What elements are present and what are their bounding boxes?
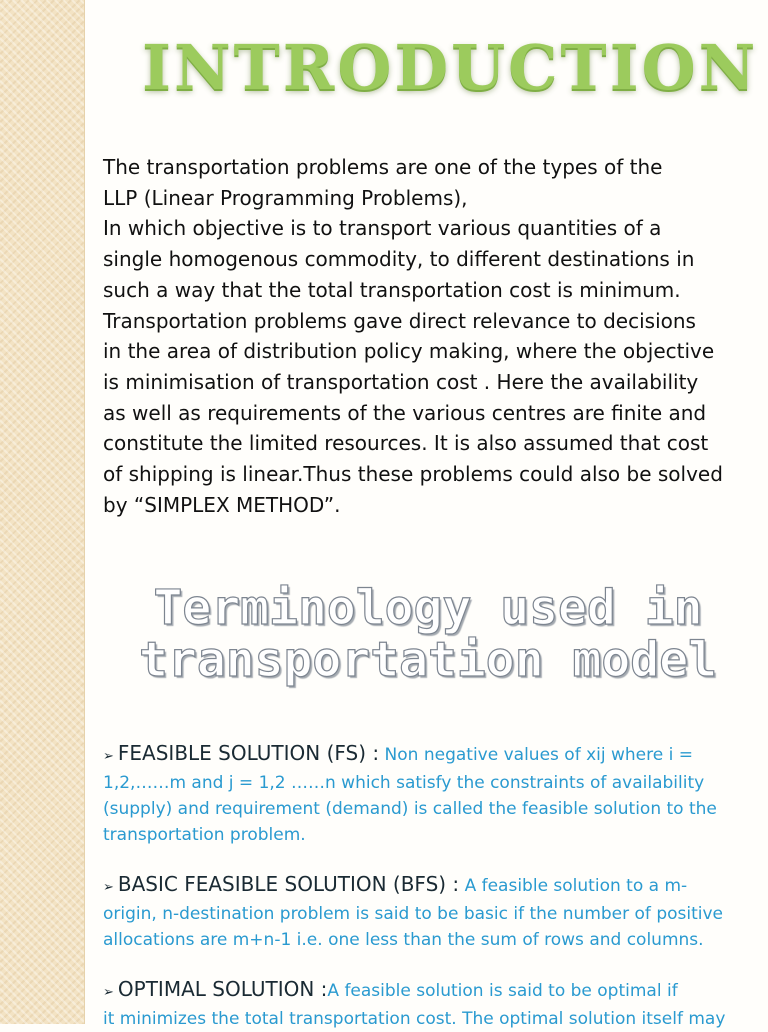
definition-line: (supply) and requirement (demand) is called the feasible solution to the <box>103 799 717 819</box>
intro-line: single homogenous commodity, to different destinations in <box>103 247 695 272</box>
slide-content <box>84 0 768 1029</box>
definition-text: Non negative values of xij where i = <box>379 745 693 765</box>
intro-line: such a way that the total transportation cost is minimum. <box>103 277 681 302</box>
definition-term: FEASIBLE SOLUTION (FS) : <box>117 741 380 765</box>
bullet-arrow-icon: ➢ <box>103 749 114 764</box>
definition-first-line <box>103 871 763 901</box>
bullet-arrow-icon: ➢ <box>103 985 114 1000</box>
intro-line: In which objective is to transport various quantities of a <box>103 216 662 241</box>
intro-line: is minimisation of transportation cost . Here the availability <box>103 369 699 394</box>
intro-line: constitute the limited resources. It is also assumed that cost <box>103 431 709 456</box>
decorative-left-strip <box>0 0 85 1024</box>
intro-line: of shipping is linear.Thus these problems could also be solved <box>103 462 723 487</box>
definition-first-line <box>103 976 763 1006</box>
bullet-arrow-icon: ➢ <box>103 880 114 895</box>
definition-term: BASIC FEASIBLE SOLUTION (BFS) : <box>117 872 460 896</box>
terminology-title-line-1: Terminology used in <box>153 580 703 636</box>
definition-term: OPTIMAL SOLUTION : <box>117 977 328 1001</box>
intro-line: by “SIMPLEX METHOD”. <box>103 492 341 517</box>
terminology-title-line-2: transportation model <box>139 632 717 688</box>
terminology-title <box>118 582 738 686</box>
introduction-paragraph <box>103 152 753 520</box>
intro-line: as well as requirements of the various centres are finite and <box>103 400 707 425</box>
definition-text: A feasible solution is said to be optimal if <box>327 981 678 1001</box>
definition-first-line <box>103 740 763 770</box>
introduction-title: INTRODUCTION <box>142 31 759 104</box>
definition-line: it minimizes the total transportation cost. The optimal solution itself may <box>103 1009 726 1029</box>
intro-line: The transportation problems are one of the types of the <box>103 155 663 179</box>
definition-feasible-solution <box>103 740 763 848</box>
definition-line: transportation problem. <box>103 825 306 845</box>
definition-line: allocations are m+n-1 i.e. one less than the sum of rows and columns. <box>103 930 704 950</box>
definition-line: 1,2,……m and j = 1,2 ……n which satisfy the constraints of availability <box>103 773 705 793</box>
definition-line: origin, n-destination problem is said to be basic if the number of positive <box>103 904 723 924</box>
intro-line: LLP (Linear Programming Problems), <box>103 185 468 210</box>
intro-line: in the area of distribution policy making, where the objective <box>103 339 715 364</box>
definition-basic-feasible-solution <box>103 871 763 953</box>
definition-text: A feasible solution to a m- <box>459 876 688 896</box>
intro-line: Transportation problems gave direct relevance to decisions <box>103 308 696 333</box>
